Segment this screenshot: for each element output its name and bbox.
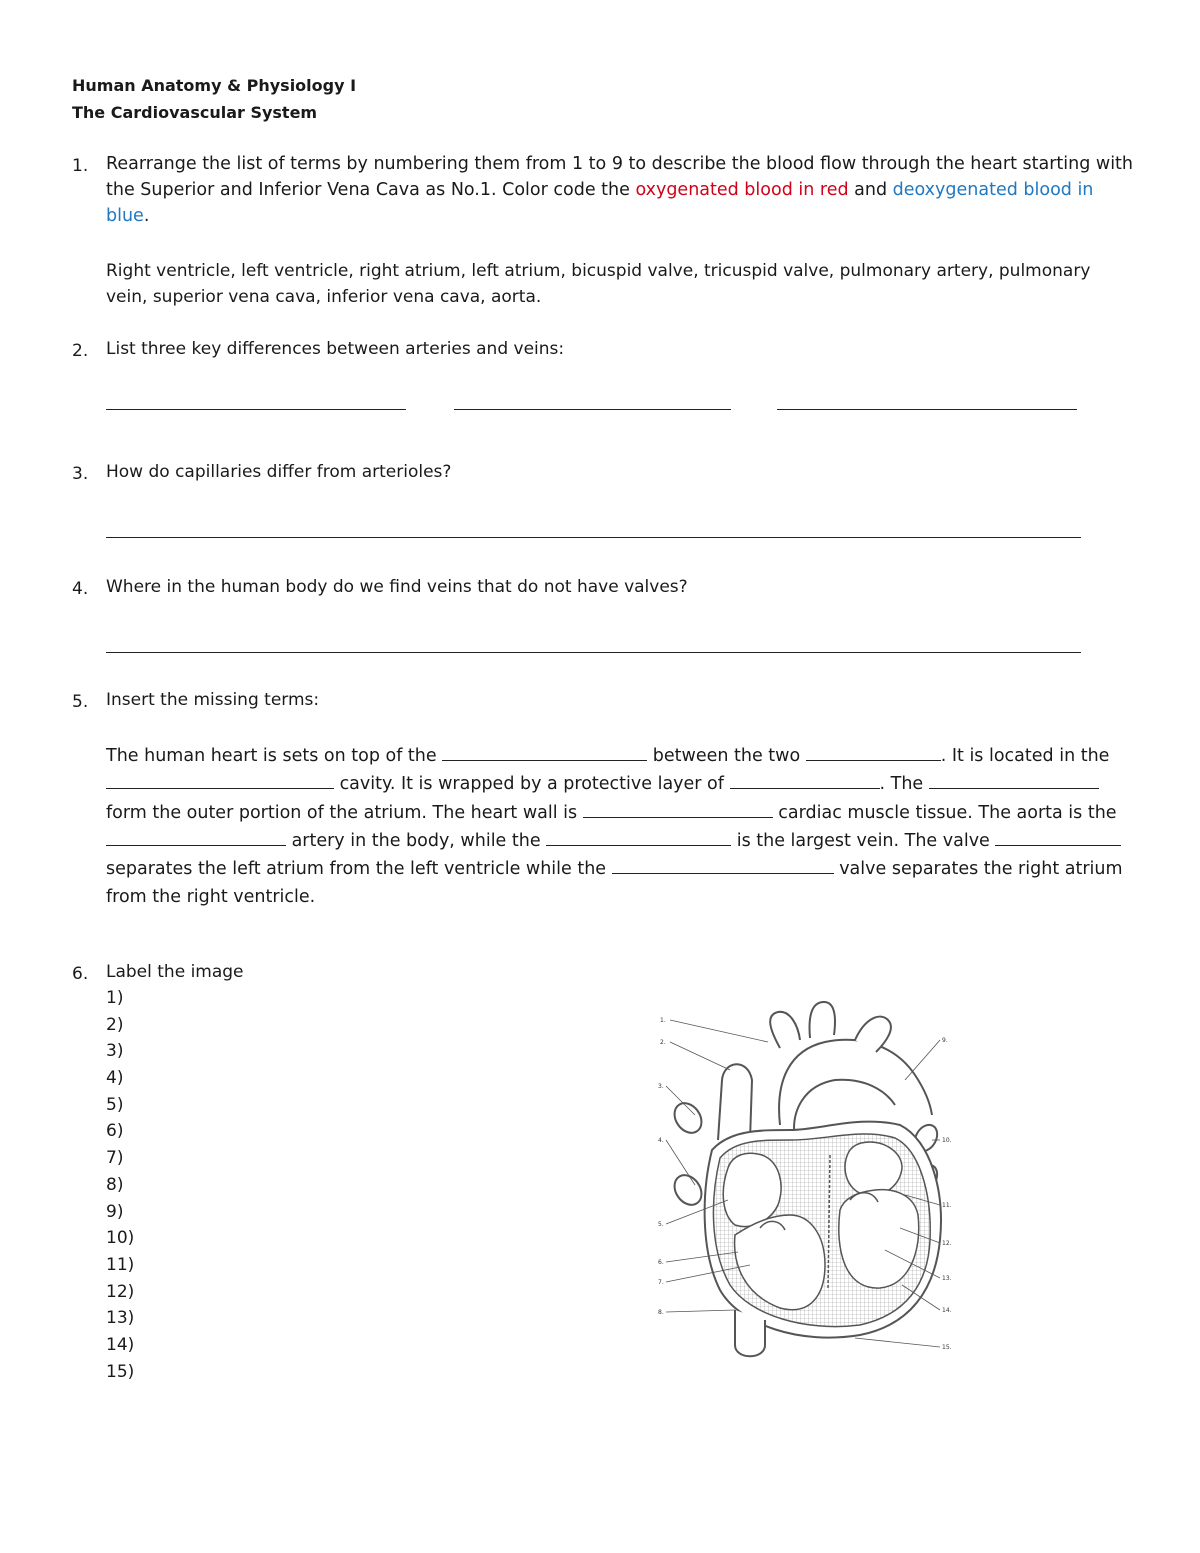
blank-2[interactable]: [806, 742, 941, 761]
label-item[interactable]: 7): [106, 1148, 124, 1169]
callout-3: 3.: [658, 1083, 664, 1090]
answer-line-2b[interactable]: [454, 409, 731, 410]
question-4-prompt: Where in the human body do we find veins that do not have valves?: [106, 577, 688, 597]
question-2-prompt: List three key differences between arteries and veins:: [106, 339, 565, 359]
label-item[interactable]: 13): [106, 1308, 135, 1329]
fill-text-9: is the largest vein. The valve: [731, 830, 996, 851]
callout-1: 1.: [660, 1017, 666, 1024]
callout-2: 2.: [660, 1039, 666, 1046]
label-item[interactable]: 12): [106, 1281, 135, 1302]
callout-12: 12.: [942, 1240, 952, 1247]
fill-text-1: The human heart is sets on top of the: [106, 746, 443, 766]
question-5-prompt: Insert the missing terms:: [106, 690, 320, 710]
answer-line-4[interactable]: [106, 652, 1081, 653]
brachiocephalic-artery: [770, 1012, 800, 1048]
course-title: Human Anatomy & Physiology I: [72, 76, 357, 95]
fill-in-paragraph: [106, 742, 1126, 912]
fill-text-5: . The: [879, 774, 929, 795]
question-6-number: 6.: [72, 964, 89, 984]
fill-text-4: cavity. It is wrapped by a protective layer of: [334, 774, 730, 795]
label-item[interactable]: 6): [106, 1121, 124, 1142]
blank-8[interactable]: [546, 827, 731, 846]
label-list: [106, 985, 134, 1385]
callout-8: 8.: [658, 1309, 664, 1316]
blank-9[interactable]: [995, 827, 1121, 846]
label-item[interactable]: 1): [106, 988, 124, 1008]
label-item[interactable]: 5): [106, 1094, 124, 1115]
label-item[interactable]: 11): [106, 1254, 135, 1275]
carotid-artery: [810, 1002, 835, 1038]
question-3-number: 3.: [72, 464, 89, 484]
fill-text-8: artery in the body, while the: [286, 830, 547, 851]
blank-4[interactable]: [730, 770, 880, 789]
answer-line-2a[interactable]: [106, 409, 406, 410]
callout-15: 15.: [942, 1344, 952, 1351]
fill-text-10: separates the left atrium from the left ventricle while the: [106, 859, 612, 880]
blank-1[interactable]: [442, 742, 647, 761]
superior-vena-cava: [718, 1064, 752, 1140]
callout-6: 6.: [658, 1259, 664, 1266]
blank-3[interactable]: [106, 770, 334, 789]
fill-text-2: between the two: [647, 746, 806, 766]
label-item[interactable]: 3): [106, 1041, 124, 1062]
fill-text-7: cardiac muscle tissue. The aorta is the: [772, 802, 1117, 823]
question-6-prompt: Label the image: [106, 962, 244, 982]
pulmonary-vein-right-lower: [669, 1170, 707, 1210]
label-item[interactable]: 9): [106, 1201, 124, 1222]
pulmonary-vein-right-upper: [669, 1098, 707, 1138]
callout-4: 4.: [658, 1137, 664, 1144]
oxygenated-text: oxygenated blood in red: [635, 180, 849, 200]
blank-7[interactable]: [106, 827, 286, 846]
fill-text-11: valve separates the right atrium from the right ventricle.: [106, 859, 1123, 908]
callout-5: 5.: [658, 1221, 664, 1228]
label-item[interactable]: 4): [106, 1068, 124, 1089]
answer-line-3[interactable]: [106, 537, 1081, 538]
question-1-mid: and: [848, 180, 893, 200]
label-item[interactable]: 14): [106, 1334, 135, 1355]
question-5-number: 5.: [72, 692, 89, 712]
label-item[interactable]: 2): [106, 1014, 124, 1035]
callout-13: 13.: [942, 1275, 952, 1282]
question-2-number: 2.: [72, 341, 89, 361]
label-item[interactable]: 10): [106, 1228, 135, 1249]
callout-14: 14.: [942, 1307, 952, 1314]
callout-11: 11.: [942, 1202, 952, 1209]
question-1-lead: Rearrange the list of terms by numbering them from 1 to 9 to describe the blood flow through the heart starting with the Superior and Inferior Vena Cava as No.1. Color code the: [106, 154, 1134, 200]
fill-text-6: form the outer portion of the atrium. The heart wall is: [106, 802, 583, 823]
label-item[interactable]: 8): [106, 1174, 124, 1195]
callout-7: 7.: [658, 1279, 664, 1286]
question-3-prompt: How do capillaries differ from arterioles?: [106, 462, 452, 482]
question-1-number: 1.: [72, 156, 89, 176]
topic-title: The Cardiovascular System: [72, 103, 318, 122]
callout-10: 10.: [942, 1137, 952, 1144]
answer-line-2c[interactable]: [777, 409, 1077, 410]
question-1-prompt: [106, 151, 1136, 229]
label-item[interactable]: 15): [106, 1361, 135, 1382]
deoxygenated-text: deoxygenated blood in blue: [106, 180, 1094, 226]
fill-text-3: . It is located in the: [940, 746, 1110, 766]
question-4-number: 4.: [72, 579, 89, 599]
question-1-tail: .: [143, 206, 150, 226]
callout-9: 9.: [942, 1037, 948, 1044]
heart-diagram: [640, 990, 970, 1370]
left-ventricle-chamber: [839, 1190, 919, 1288]
blank-6[interactable]: [583, 799, 773, 818]
blank-10[interactable]: [612, 855, 834, 874]
question-1-terms: Right ventricle, left ventricle, right atrium, left atrium, bicuspid valve, tricuspid valve, pulmonary artery, pulmonary vein, superior vena cava, inferior vena cava, aorta.: [106, 261, 1091, 307]
blank-5[interactable]: [929, 770, 1099, 789]
